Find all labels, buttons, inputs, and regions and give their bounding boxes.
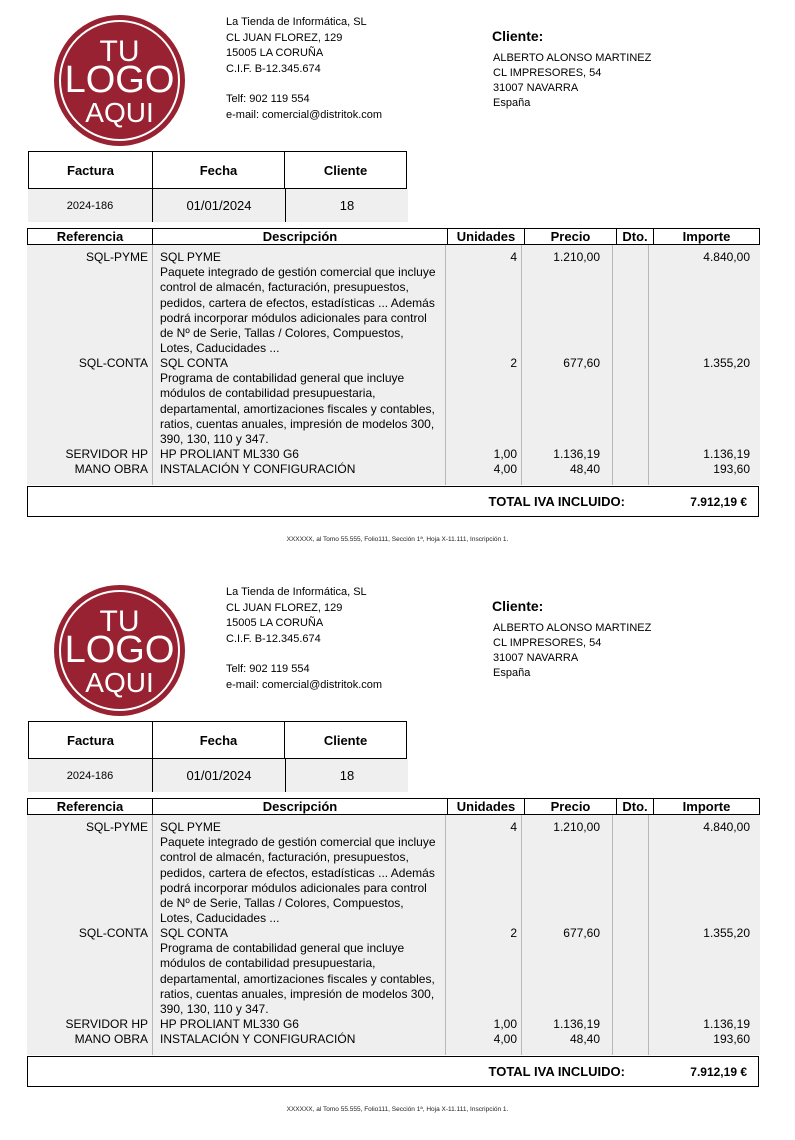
client-city: 31007 NAVARRA [493,652,579,664]
company-logo [54,15,185,146]
invoice-copy-2 [0,570,795,1140]
item-desc [160,820,440,926]
desc-line: módulos de contabilidad presupuestaria, [160,386,376,401]
item-ref: SQL-CONTA [78,356,148,370]
invoice-meta-table [28,151,408,222]
logo-text-line1: TU [99,605,140,638]
logo-text-line2: LOGO [64,59,175,101]
invoice-meta-values [28,759,408,792]
company-logo [54,585,185,716]
desc-line: pedidos, cartera de efectos, estadísticas ... Además [160,865,435,880]
item-price: 677,60 [563,926,600,940]
registry-footnote: XXXXXX, al Tomo 55.555, Folio111, Sección 1ª, Hoja X-11.111, Inscripción 1. [286,1106,509,1113]
company-cif: C.I.F. B-12.345.674 [226,62,321,75]
desc-line: SQL CONTA [160,926,229,940]
desc-line: SQL PYME [160,250,221,264]
header-discount: Dto. [617,229,654,244]
total-label: TOTAL IVA INCLUIDO: [488,1064,625,1079]
item-amount: 193,60 [713,462,750,476]
client-info [493,621,651,681]
company-address: CL JUAN FLOREZ, 129 [226,31,343,44]
client-name: ALBERTO ALONSO MARTINEZ [493,622,652,634]
item-desc [160,926,440,1017]
header-discount: Dto. [617,799,654,814]
total-value: 7.912,19 € [690,1064,747,1079]
company-address: CL JUAN FLOREZ, 129 [226,601,343,614]
company-phone: Telf: 902 119 554 [226,663,310,675]
item-units: 4 [510,820,517,834]
desc-line: ratios, cuentas anuales, impresión de modelos 300, [160,986,435,1001]
label-cliente: Cliente [323,162,368,178]
items-body [27,815,760,1055]
client-country: España [493,667,531,679]
invoice-number: 2024-186 [28,759,153,792]
item-units: 2 [510,926,517,940]
company-spacer [226,77,382,92]
invoice-number: 2024-186 [28,189,153,222]
desc-line: Programa de contabilidad general que incluye [160,941,405,956]
desc-line: SQL PYME [160,820,221,834]
items-table [27,228,760,485]
item-price: 677,60 [563,356,600,370]
invoice-meta-table [28,721,408,792]
invoice-date: 01/01/2024 [153,759,286,792]
client-address: CL IMPRESORES, 54 [493,67,602,79]
item-amount: 1.136,19 [703,1017,750,1031]
desc-line: Paquete integrado de gestión comercial que incluye [160,265,436,280]
desc-line: Programa de contabilidad general que incluye [160,371,405,386]
client-address: CL IMPRESORES, 54 [493,637,602,649]
header-desc: Descripción [153,229,448,244]
item-ref: SQL-CONTA [78,926,148,940]
desc-line: 390, 130, 110 y 347. [160,432,269,447]
client-heading: Cliente: [492,598,544,614]
header-desc: Descripción [153,799,448,814]
item-desc [160,1017,440,1032]
item-amount: 1.136,19 [703,447,750,461]
total-box [27,1056,759,1087]
item-units: 2 [510,356,517,370]
item-price: 1.210,00 [553,250,600,264]
desc-line: 390, 130, 110 y 347. [160,1002,269,1017]
item-ref: SERVIDOR HP [65,447,148,461]
item-desc [160,250,440,356]
logo-text-line1: TU [99,35,140,68]
client-heading: Cliente: [492,28,544,44]
company-email: e-mail: comercial@distritok.com [226,108,383,121]
logo-text-line3: AQUI [85,667,154,698]
client-city: 31007 NAVARRA [493,82,579,94]
desc-line: control de almacén, facturación, presupuestos, [160,280,409,295]
total-label: TOTAL IVA INCLUIDO: [488,494,625,509]
company-name: La Tienda de Informática, SL [226,586,367,598]
item-units: 1,00 [493,1017,517,1031]
items-header [27,228,760,245]
registry-footnote: XXXXXX, al Tomo 55.555, Folio111, Sección 1ª, Hoja X-11.111, Inscripción 1. [286,536,509,543]
client-country: España [493,97,531,109]
header-units: Unidades [448,799,525,814]
company-city: 15005 LA CORUÑA [226,617,324,629]
column-divider [612,245,613,485]
desc-line: Lotes, Caducidades ... [160,341,280,356]
desc-line: de Nº de Serie, Tallas / Colores, Compuestos, [160,326,404,341]
logo-text-line3: AQUI [85,97,154,128]
item-price: 1.136,19 [553,1017,600,1031]
invoice-date: 01/01/2024 [153,189,286,222]
total-box [27,486,759,517]
company-info [226,585,382,693]
item-units: 1,00 [493,447,517,461]
invoice-client-id: 18 [339,198,355,213]
item-desc [160,462,440,477]
desc-line: Lotes, Caducidades ... [160,911,280,926]
item-price: 1.210,00 [553,820,600,834]
desc-line: módulos de contabilidad presupuestaria, [160,956,376,971]
column-divider [152,245,153,485]
label-fecha: Fecha [153,152,285,188]
invoice-meta-values [28,189,408,222]
desc-line: Paquete integrado de gestión comercial que incluye [160,835,436,850]
company-spacer [226,647,382,662]
invoice-meta-header [28,721,407,759]
desc-line: SQL CONTA [160,356,229,370]
header-amount: Importe [682,229,731,244]
desc-line: departamental, amortizaciones fiscales y contables, [160,401,435,416]
company-city: 15005 LA CORUÑA [226,47,324,59]
invoice-meta-header [28,151,407,189]
company-name: La Tienda de Informática, SL [226,16,367,28]
company-cif: C.I.F. B-12.345.674 [226,632,321,645]
column-divider [152,815,153,1055]
desc-line: ratios, cuentas anuales, impresión de modelos 300, [160,416,435,431]
desc-line: control de almacén, facturación, presupuestos, [160,850,409,865]
desc-line: INSTALACIÓN Y CONFIGURACIÓN [160,462,356,476]
header-ref: Referencia [28,799,153,814]
company-email: e-mail: comercial@distritok.com [226,678,383,691]
item-amount: 4.840,00 [703,250,750,264]
item-price: 48,40 [569,1032,600,1046]
item-desc [160,1032,440,1047]
client-info [493,51,651,111]
header-price: Precio [525,799,617,814]
item-desc [160,356,440,447]
column-divider [612,815,613,1055]
desc-line: podrá incorporar módulos adicionales para control [160,880,427,895]
items-body [27,245,760,485]
desc-line: HP PROLIANT ML330 G6 [160,447,299,461]
item-price: 1.136,19 [553,447,600,461]
desc-line: departamental, amortizaciones fiscales y contables, [160,971,435,986]
item-amount: 1.355,20 [703,356,750,370]
invoice-client-id: 18 [339,768,355,783]
item-ref: SQL-PYME [85,820,148,834]
label-cliente: Cliente [323,732,368,748]
item-units: 4,00 [493,462,517,476]
item-ref: SERVIDOR HP [65,1017,148,1031]
label-factura: Factura [29,152,153,188]
logo-text-line2: LOGO [64,629,175,671]
client-name: ALBERTO ALONSO MARTINEZ [493,52,652,64]
header-price: Precio [525,229,617,244]
item-ref: MANO OBRA [74,462,148,476]
item-units: 4,00 [493,1032,517,1046]
item-amount: 193,60 [713,1032,750,1046]
company-info [226,15,382,123]
desc-line: de Nº de Serie, Tallas / Colores, Compuestos, [160,896,404,911]
label-fecha: Fecha [153,722,285,758]
header-amount: Importe [682,799,731,814]
desc-line: podrá incorporar módulos adicionales para control [160,310,427,325]
items-table [27,798,760,1055]
item-desc [160,447,440,462]
item-units: 4 [510,250,517,264]
items-header [27,798,760,815]
label-factura: Factura [29,722,153,758]
item-ref: MANO OBRA [74,1032,148,1046]
item-amount: 1.355,20 [703,926,750,940]
item-amount: 4.840,00 [703,820,750,834]
desc-line: INSTALACIÓN Y CONFIGURACIÓN [160,1032,356,1046]
header-ref: Referencia [28,229,153,244]
company-phone: Telf: 902 119 554 [226,93,310,105]
total-value: 7.912,19 € [690,494,747,509]
desc-line: HP PROLIANT ML330 G6 [160,1017,299,1031]
item-price: 48,40 [569,462,600,476]
desc-line: pedidos, cartera de efectos, estadísticas ... Además [160,295,435,310]
item-ref: SQL-PYME [85,250,148,264]
header-units: Unidades [448,229,525,244]
